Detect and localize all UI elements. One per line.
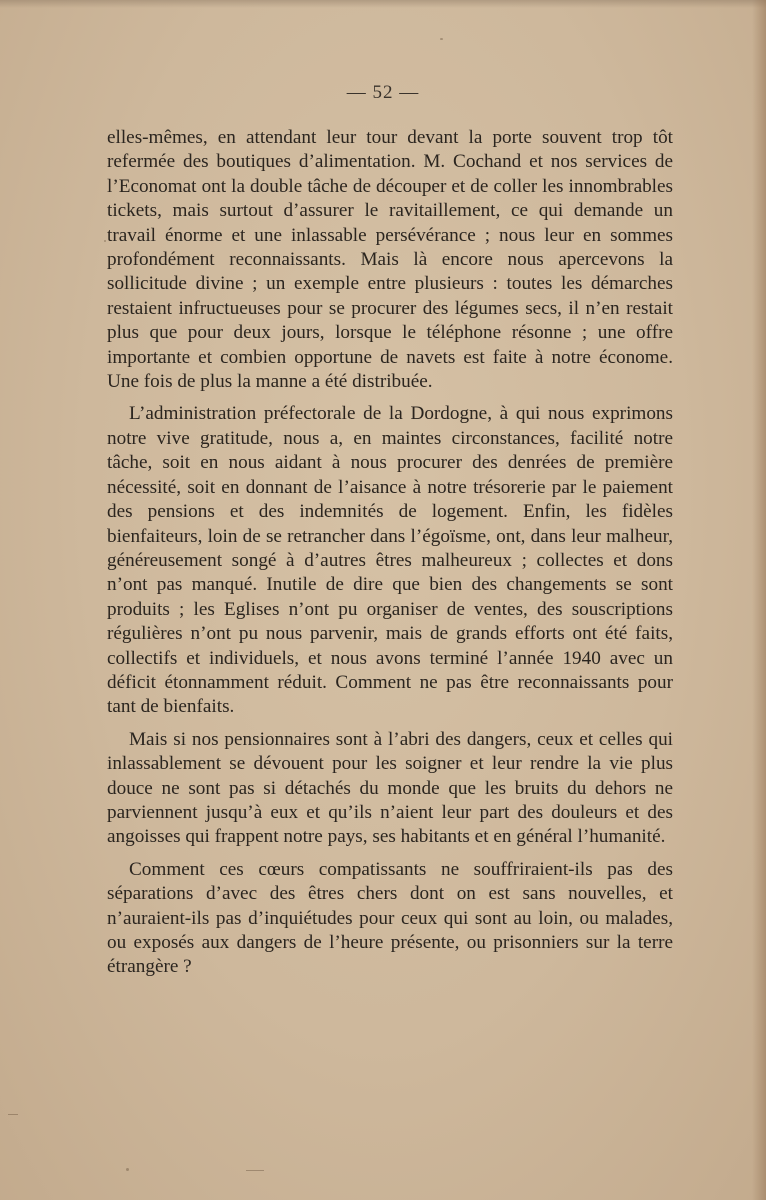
paper-speck: [126, 1168, 129, 1171]
body-text: [107, 126, 673, 988]
paper-speck: [440, 38, 443, 40]
paper-speck: [8, 1114, 18, 1115]
paragraph-2: L’administration préfectorale de la Dordogne, à qui nous exprimons notre vive gratitude, nous a, en maintes circonstances, facilité notre tâche, soit en nous aidant à nous procurer des denrées de première nécessité, soit en donnant de l’aisance à notre trésorerie par le paiement des pensions et des indemnités de logement. Enfin, les fidèles bienfaiteurs, loin de se retrancher dans l’égoïsme, ont, dans leur malheur, généreusement songé à d’autres êtres malheureux ; collectes et dons n’ont pas manqué. Inutile de dire que bien des changements se sont produits ; les Eglises n’ont pu organiser de ventes, des souscriptions régulières n’ont pu nous parvenir, mais de grands efforts ont été faits, collectifs et individuels, et nous avons terminé l’année 1940 avec un déficit étonnamment réduit. Comment ne pas être reconnaissants pour tant de bienfaits.: [107, 403, 673, 718]
paragraph-1: elles-mêmes, en attendant leur tour devant la porte souvent trop tôt refermée des boutiques d’alimentation. M. Cochand et nos services de l’Economat ont la double tâche de découper et de coller les innombrables tickets, mais surtout d’assurer le ravitaillement, ce qui demande un travail énorme et une inlassable persévérance ; nous leur en sommes profondément reconnaissants. Mais là encore nous apercevons la sollicitude divine ; un exemple entre plusieurs : toutes les démarches restaient infructueuses pour se procurer des légumes secs, il n’en restait plus que pour deux jours, lorsque le téléphone résonne ; une offre importante et combien opportune de navets est faite à notre économe. Une fois de plus la manne a été distribuée.: [107, 127, 673, 393]
paragraph-3: Mais si nos pensionnaires sont à l’abri des dangers, ceux et celles qui inlassablement se dévouent pour les soigner et leur rendre la vie plus douce ne sont pas si détachés du monde que les bruits du dehors ne parviennent jusqu’à eux et qu’ils n’aient leur part des douleurs et des angoisses qui frappent notre pays, ses habitants et en général l’humanité.: [107, 728, 673, 848]
page-number: — 52 —: [346, 82, 420, 103]
page-top-shadow: [0, 0, 766, 8]
paragraph-4: Comment ces cœurs compatissants ne souffriraient-ils pas des séparations d’avec des êtres chers dont on est sans nouvelles, et n’auraient-ils pas d’inquiétudes pour ceux qui sont au loin, ou malades, ou exposés aux dangers de l’heure présente, ou prisonniers sur la terre étrangère ?: [107, 858, 673, 978]
paper-speck: [104, 240, 106, 242]
page-edge-shadow: [752, 0, 766, 1200]
paper-speck: [246, 1170, 264, 1171]
